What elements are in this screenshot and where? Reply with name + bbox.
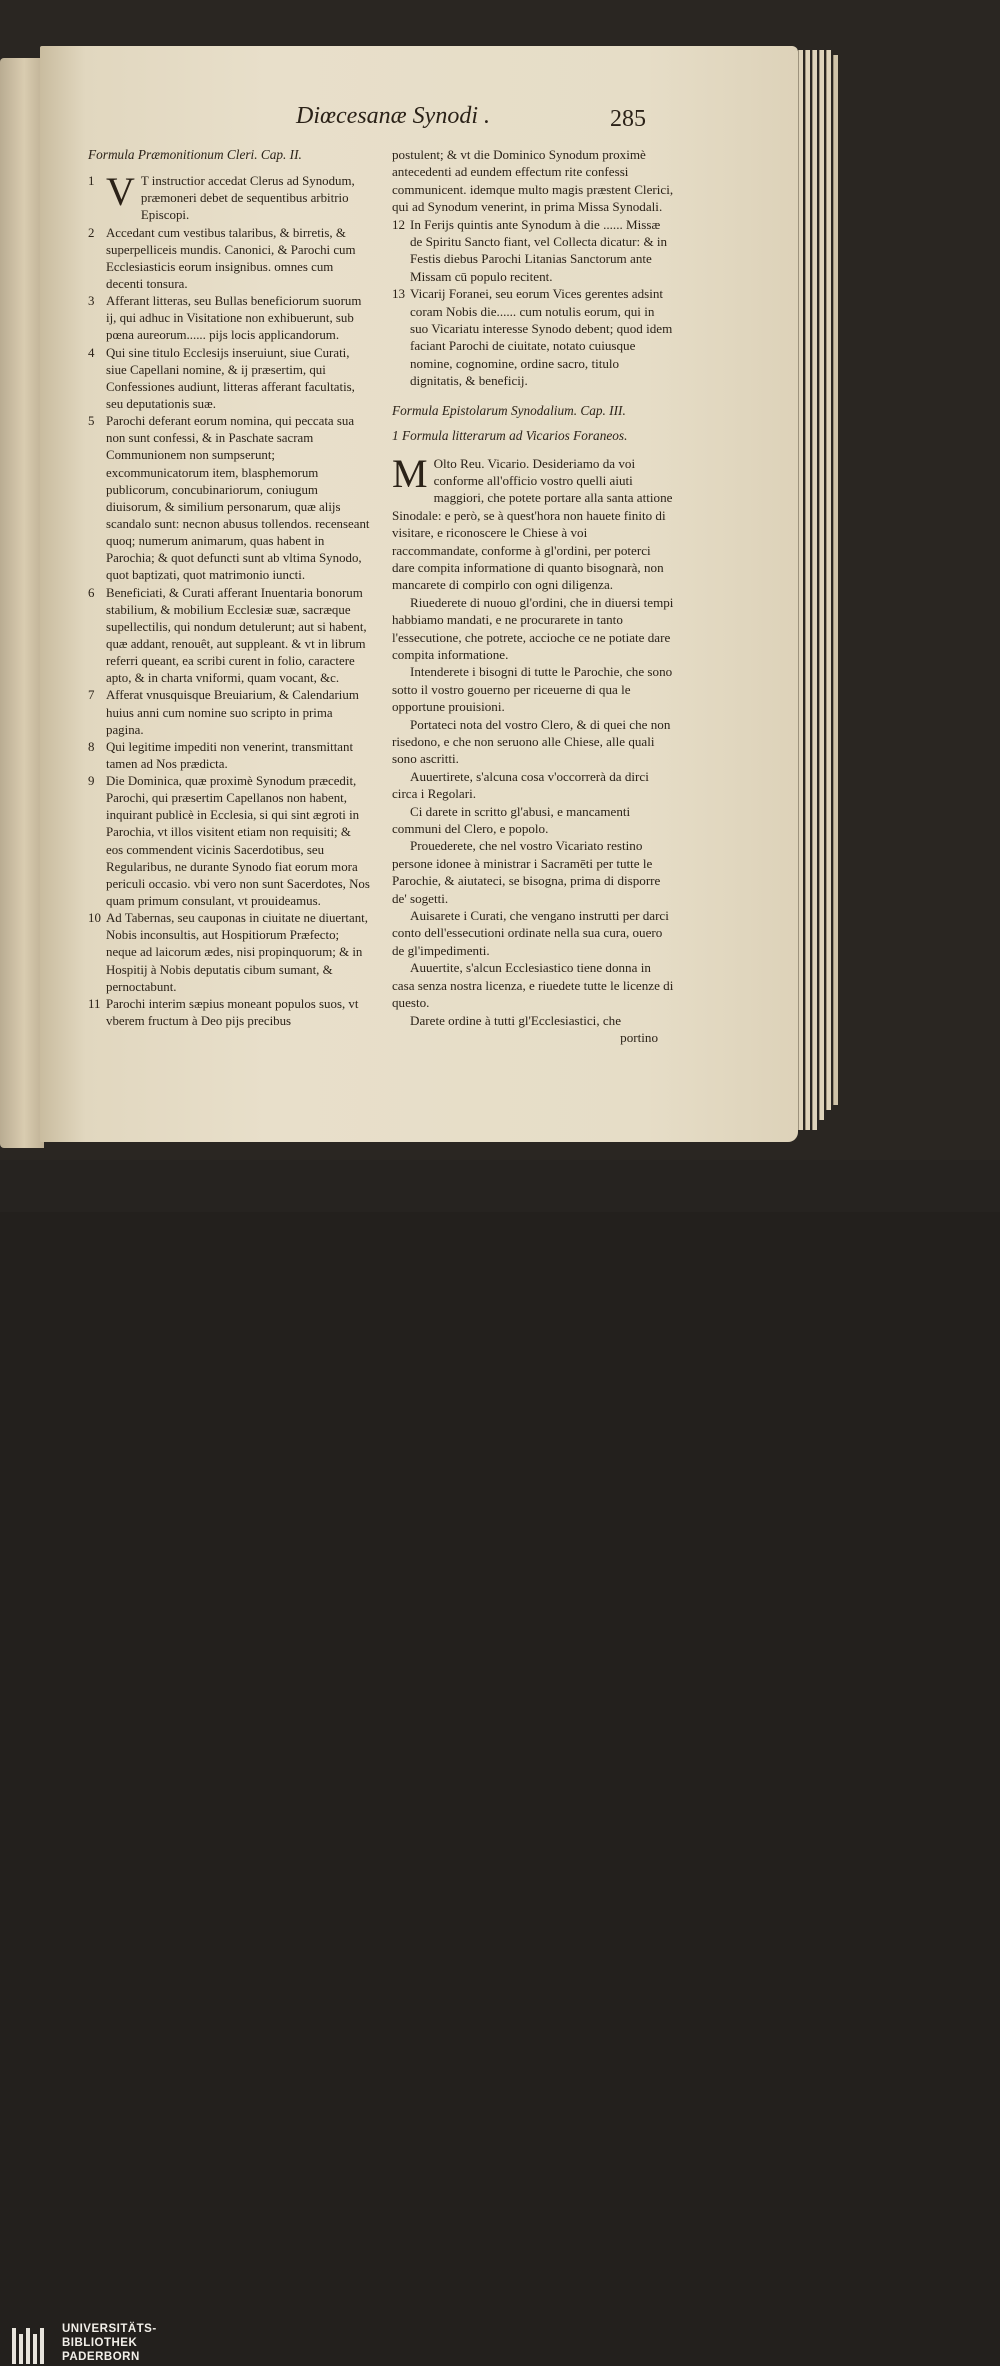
letter-paragraph: Portateci nota del vostro Clero, & di quei che non risedono, e che non seruono alle Chiese, alle quali sono ascritti. (392, 716, 671, 767)
item-text: Accedant cum vestibus talaribus, & birretis, & superpelliceis mundis. Canonici, & Parochi cum Ecclesiasticis eorum insignibus. omnes cum decenti tonsura. (106, 225, 356, 291)
page-number: 285 (610, 106, 646, 132)
list-item (88, 910, 370, 996)
footer-bar (0, 1160, 1000, 2363)
item-text: Vicarij Foranei, seu eorum Vices gerentes adsint coram Nobis die...... cum notulis eorum, qui in suo Vicariatu interesse Synodo debent; quod idem faciant Parochi de ciuitate, notato cuiusque nomine, cognomine, ordine sacro, titulo dignitatis, & beneficij. (410, 286, 673, 389)
item-text: Qui sine titulo Ecclesijs inseruiunt, siue Curati, siue Capellani nomine, & ij præsertim, qui Confessiones audiunt, litteras afferant facultatis, seu deputationis suæ. (106, 345, 355, 411)
drop-cap: M (392, 450, 428, 496)
item-number: 9 (88, 774, 95, 789)
running-head: Diœcesanæ Synodi . (296, 103, 490, 129)
right-item-list (392, 216, 674, 390)
item-number: 3 (88, 294, 95, 309)
page-edge (805, 50, 810, 1130)
letter-paragraph: Intenderete i bisogni di tutte le Parochie, che sono sotto il vostro gouerno per riceuerne di qua le opportune prouisioni. (392, 664, 673, 715)
item-text: Qui legitime impediti non venerint, transmittant tamen ad Nos prædicta. (106, 739, 354, 771)
item-number: 11 (88, 996, 101, 1011)
item-text: T instructior accedat Clerus ad Synodum, præmoneri debet de sequentibus arbitrio Episcopi. (140, 174, 355, 223)
list-item (88, 225, 370, 294)
letter-paragraph: Ci darete in scritto gl'abusi, e mancamenti communi del Clero, e popolo. (392, 803, 631, 837)
chapter-heading: Formula Præmonitionum Cleri. Cap. II. (88, 147, 302, 162)
letter-paragraph: Auuertirete, s'alcuna cosa v'occorrerà da dirci circa i Regolari. (392, 768, 649, 802)
list-item (88, 687, 370, 738)
list-item (88, 739, 370, 773)
list-item (392, 216, 674, 286)
item-number: 5 (88, 414, 95, 429)
list-item (88, 585, 370, 688)
continuation-text: postulent; & vt die Dominico Synodum proximè antecedenti ad eundem effectum rite confessi communicent. idemque multo magis præstent Clerici, qui ad Synodum venerint, in prima Missa Synodali. (392, 147, 674, 215)
item-number: 1 (88, 174, 95, 189)
left-item-list (88, 169, 370, 1030)
item-number: 4 (88, 345, 95, 360)
letter-paragraph: Auuertite, s'alcun Ecclesiastico tiene donna in casa senza nostra licenza, e riuedete tutte le licenze di questo. (392, 960, 674, 1011)
item-number: 2 (88, 225, 95, 240)
list-item (88, 996, 370, 1030)
library-name-line2: BIBLIOTHEK (62, 2337, 138, 2349)
list-item (88, 773, 370, 910)
letter-paragraph: Auisarete i Curati, che vengano instrutti per darci conto dell'essecutioni ordinate nella sua cura, ouero de gl'impedimenti. (392, 908, 669, 958)
drop-cap: V (106, 169, 135, 215)
list-item (88, 413, 370, 584)
item-number: 6 (88, 585, 95, 600)
item-number: 12 (392, 216, 406, 232)
book-scan (0, 0, 1000, 1160)
catchword: portino (620, 1029, 658, 1045)
item-number: 13 (392, 286, 406, 302)
chapter-heading: Formula Epistolarum Synodalium. Cap. III. (392, 402, 626, 418)
section-heading: 1 Formula litterarum ad Vicarios Foraneos. (392, 428, 628, 444)
letter-text: Olto Reu. Vicario. Desideriamo da voi conforme all'officio vostro quelli aiuti maggiori, che potete portare alla santa attione Sinodale: e però, se à quest'hora non hauete finito di visitare, e riconoscere le Chiese à voi raccommandate, conforme à gl'ordini, per poterci dare compita informatione di quanto bisognarà, non mancarete di compirlo con ogni diligenza. (392, 455, 673, 593)
right-column (392, 146, 674, 1046)
item-number: 10 (88, 911, 101, 926)
facing-page-edge (0, 58, 44, 1148)
item-text: Afferat vnusquisque Breuiarium, & Calendarium huius anni cum nomine suo scripto in prima pagina. (106, 688, 359, 737)
page-edge (812, 50, 817, 1130)
library-logo-icon (12, 2326, 48, 2366)
item-number: 8 (88, 739, 95, 754)
letter-paragraph: Prouederete, che nel vostro Vicariato restino persone idonee à ministrar i Sacramēti per tutte le Parochie, & aiutateci, se bisogna, prima di disporre de' sogetti. (392, 838, 661, 906)
item-number: 7 (88, 688, 95, 703)
item-text: Beneficiati, & Curati afferant Inuentaria bonorum stabilium, & mobilium Ecclesiæ suæ, sacræque supellectilis, qui nondum detulerunt; aut si habent, quæ addant, renouêt, aut suppleant. & vt in librum referri queant, ea scribi curent in folio, caractere apto, & in charta vniformi, quam vocant, &c. (106, 585, 367, 686)
page-edge (826, 50, 831, 1110)
letter-paragraphs (392, 594, 674, 1029)
page-edge (798, 50, 803, 1130)
letter-first-paragraph (392, 450, 674, 594)
item-text: Parochi deferant eorum nomina, qui peccata sua non sunt confessi, & in Paschate sacram Communionem non sumpserunt; excommunicatorum item, blasphemorum publicorum, concubinariorum, coniugum diuisorum, & similium personarum, quæ alijs scandalo sunt: necnon abusus tollendos. recenseant quoq; numerum animarum, quas habent in Parochia; & quot defuncti sunt ab vltima Synodo, quot baptizati, quot matrimonio iuncti. (106, 414, 370, 583)
letter-paragraph: Darete ordine à tutti gl'Ecclesiastici, che (410, 1012, 622, 1028)
library-name-line3: PADERBORN (62, 2351, 140, 2363)
item-text: Parochi interim sæpius moneant populos suos, vt vberem fructum à Deo pijs precibus (106, 996, 359, 1029)
page-edge (819, 50, 824, 1120)
letter-paragraph: Riuederete di nuouo gl'ordini, che in diuersi tempi habbiamo mandati, e ne procurarete in tanto l'essecutione, che potrete, accioche ce ne potiate dare compita informatione. (392, 594, 674, 662)
list-item (88, 345, 370, 414)
list-item (88, 293, 370, 344)
item-text: Ad Tabernas, seu cauponas in ciuitate ne diuertant, Nobis inconsultis, aut Hospitiorum Præfecto; neque ad laicorum ædes, nisi propinquorum; & in Hospitij à Nobis deputatis cibum sumant, & pernoctabunt. (106, 911, 368, 994)
library-name-line1: UNIVERSITÄTS- (62, 2323, 157, 2335)
item-text: Die Dominica, quæ proximè Synodum præcedit, Parochi, qui præsertim Capellanos non habent, inquirant publicè in Ecclesia, si qui sint ægroti in Parochia, vt illos visitent etiam non requisiti; & eos commendent vicinis Sacerdotibus, seu Regularibus, ne durante Synodo fiat eorum mora periculi occasio. vbi vero non sunt Sacerdotes, Nos quam primum consulant, vt prouideamus. (106, 774, 370, 909)
page-edge (833, 55, 838, 1105)
item-text: In Ferijs quintis ante Synodum à die ...... Missæ de Spiritu Sancto fiant, vel Collecta dicatur: & in Festis diebus Parochi Litanias Sanctorum ante Missam cū populo recitent. (410, 216, 668, 284)
list-item (392, 285, 674, 389)
list-item (88, 169, 370, 224)
left-column (88, 146, 370, 1030)
item-text: Afferant litteras, seu Bullas beneficiorum suorum ij, qui adhuc in Visitatione non exhibuerunt, sub pœna aureorum...... pijs locis applicandorum. (106, 294, 362, 343)
